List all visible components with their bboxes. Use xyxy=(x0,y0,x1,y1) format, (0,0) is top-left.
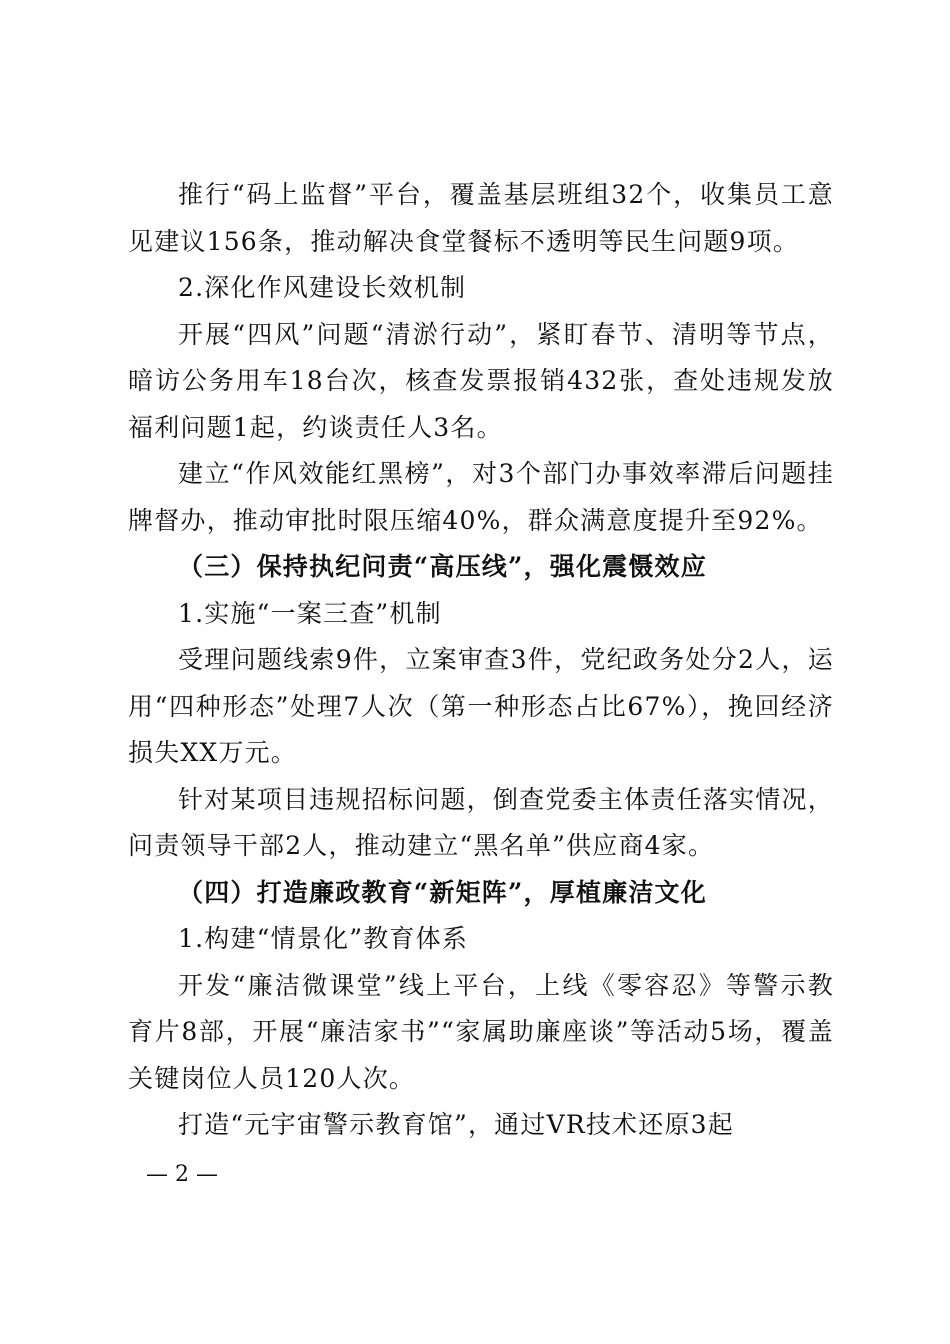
paragraph-metaverse-hall: 打造“元宇宙警示教育馆”，通过VR技术还原3起 xyxy=(178,1110,734,1139)
paragraph-case-statistics: 受理问题线索9件，立案审查3件，党纪政务处分2人，运用“四种形态”处理7人次（第一种形态占比67%），挽回经济损失XX万元。 xyxy=(128,645,834,767)
subheading-one-case-three-checks: 1.实施“一案三查”机制 xyxy=(178,598,442,628)
paragraph-code-supervision: 推行“码上监督”平台，覆盖基层班组32个，收集员工意见建议156条，推动解决食堂餐标不透明等民生问题9项。 xyxy=(128,180,834,256)
section-heading-three: （三）保持执纪问责“高压线”，强化震慑效应 xyxy=(178,552,707,581)
subheading-style-mechanism: 2.深化作风建设长效机制 xyxy=(178,273,467,302)
section-heading-four: （四）打造廉政教育“新矩阵”，厚植廉洁文化 xyxy=(178,877,707,907)
subheading-scenario-education: 1.构建“情景化”教育体系 xyxy=(178,924,469,953)
page-number: — 2 — xyxy=(146,1162,218,1187)
document-body xyxy=(128,172,834,1149)
paragraph-red-black-list: 建立“作风效能红黑榜”，对3个部门办事效率滞后问题挂牌督办，推动审批时限压缩40%，群众满意度提升至92%。 xyxy=(128,459,834,535)
paragraph-bidding-accountability: 针对某项目违规招标问题，倒查党委主体责任落实情况，问责领导干部2人，推动建立“黑名单”供应商4家。 xyxy=(128,784,834,860)
paragraph-integrity-classroom: 开发“廉洁微课堂”线上平台，上线《零容忍》等警示教育片8部，开展“廉洁家书”“家属助廉座谈”等活动5场，覆盖关键岗位人员120人次。 xyxy=(128,970,834,1093)
paragraph-four-winds-action: 开展“四风”问题“清淤行动”，紧盯春节、清明等节点，暗访公务用车18台次，核查发票报销432张，查处违规发放福利问题1起，约谈责任人3名。 xyxy=(128,319,834,442)
